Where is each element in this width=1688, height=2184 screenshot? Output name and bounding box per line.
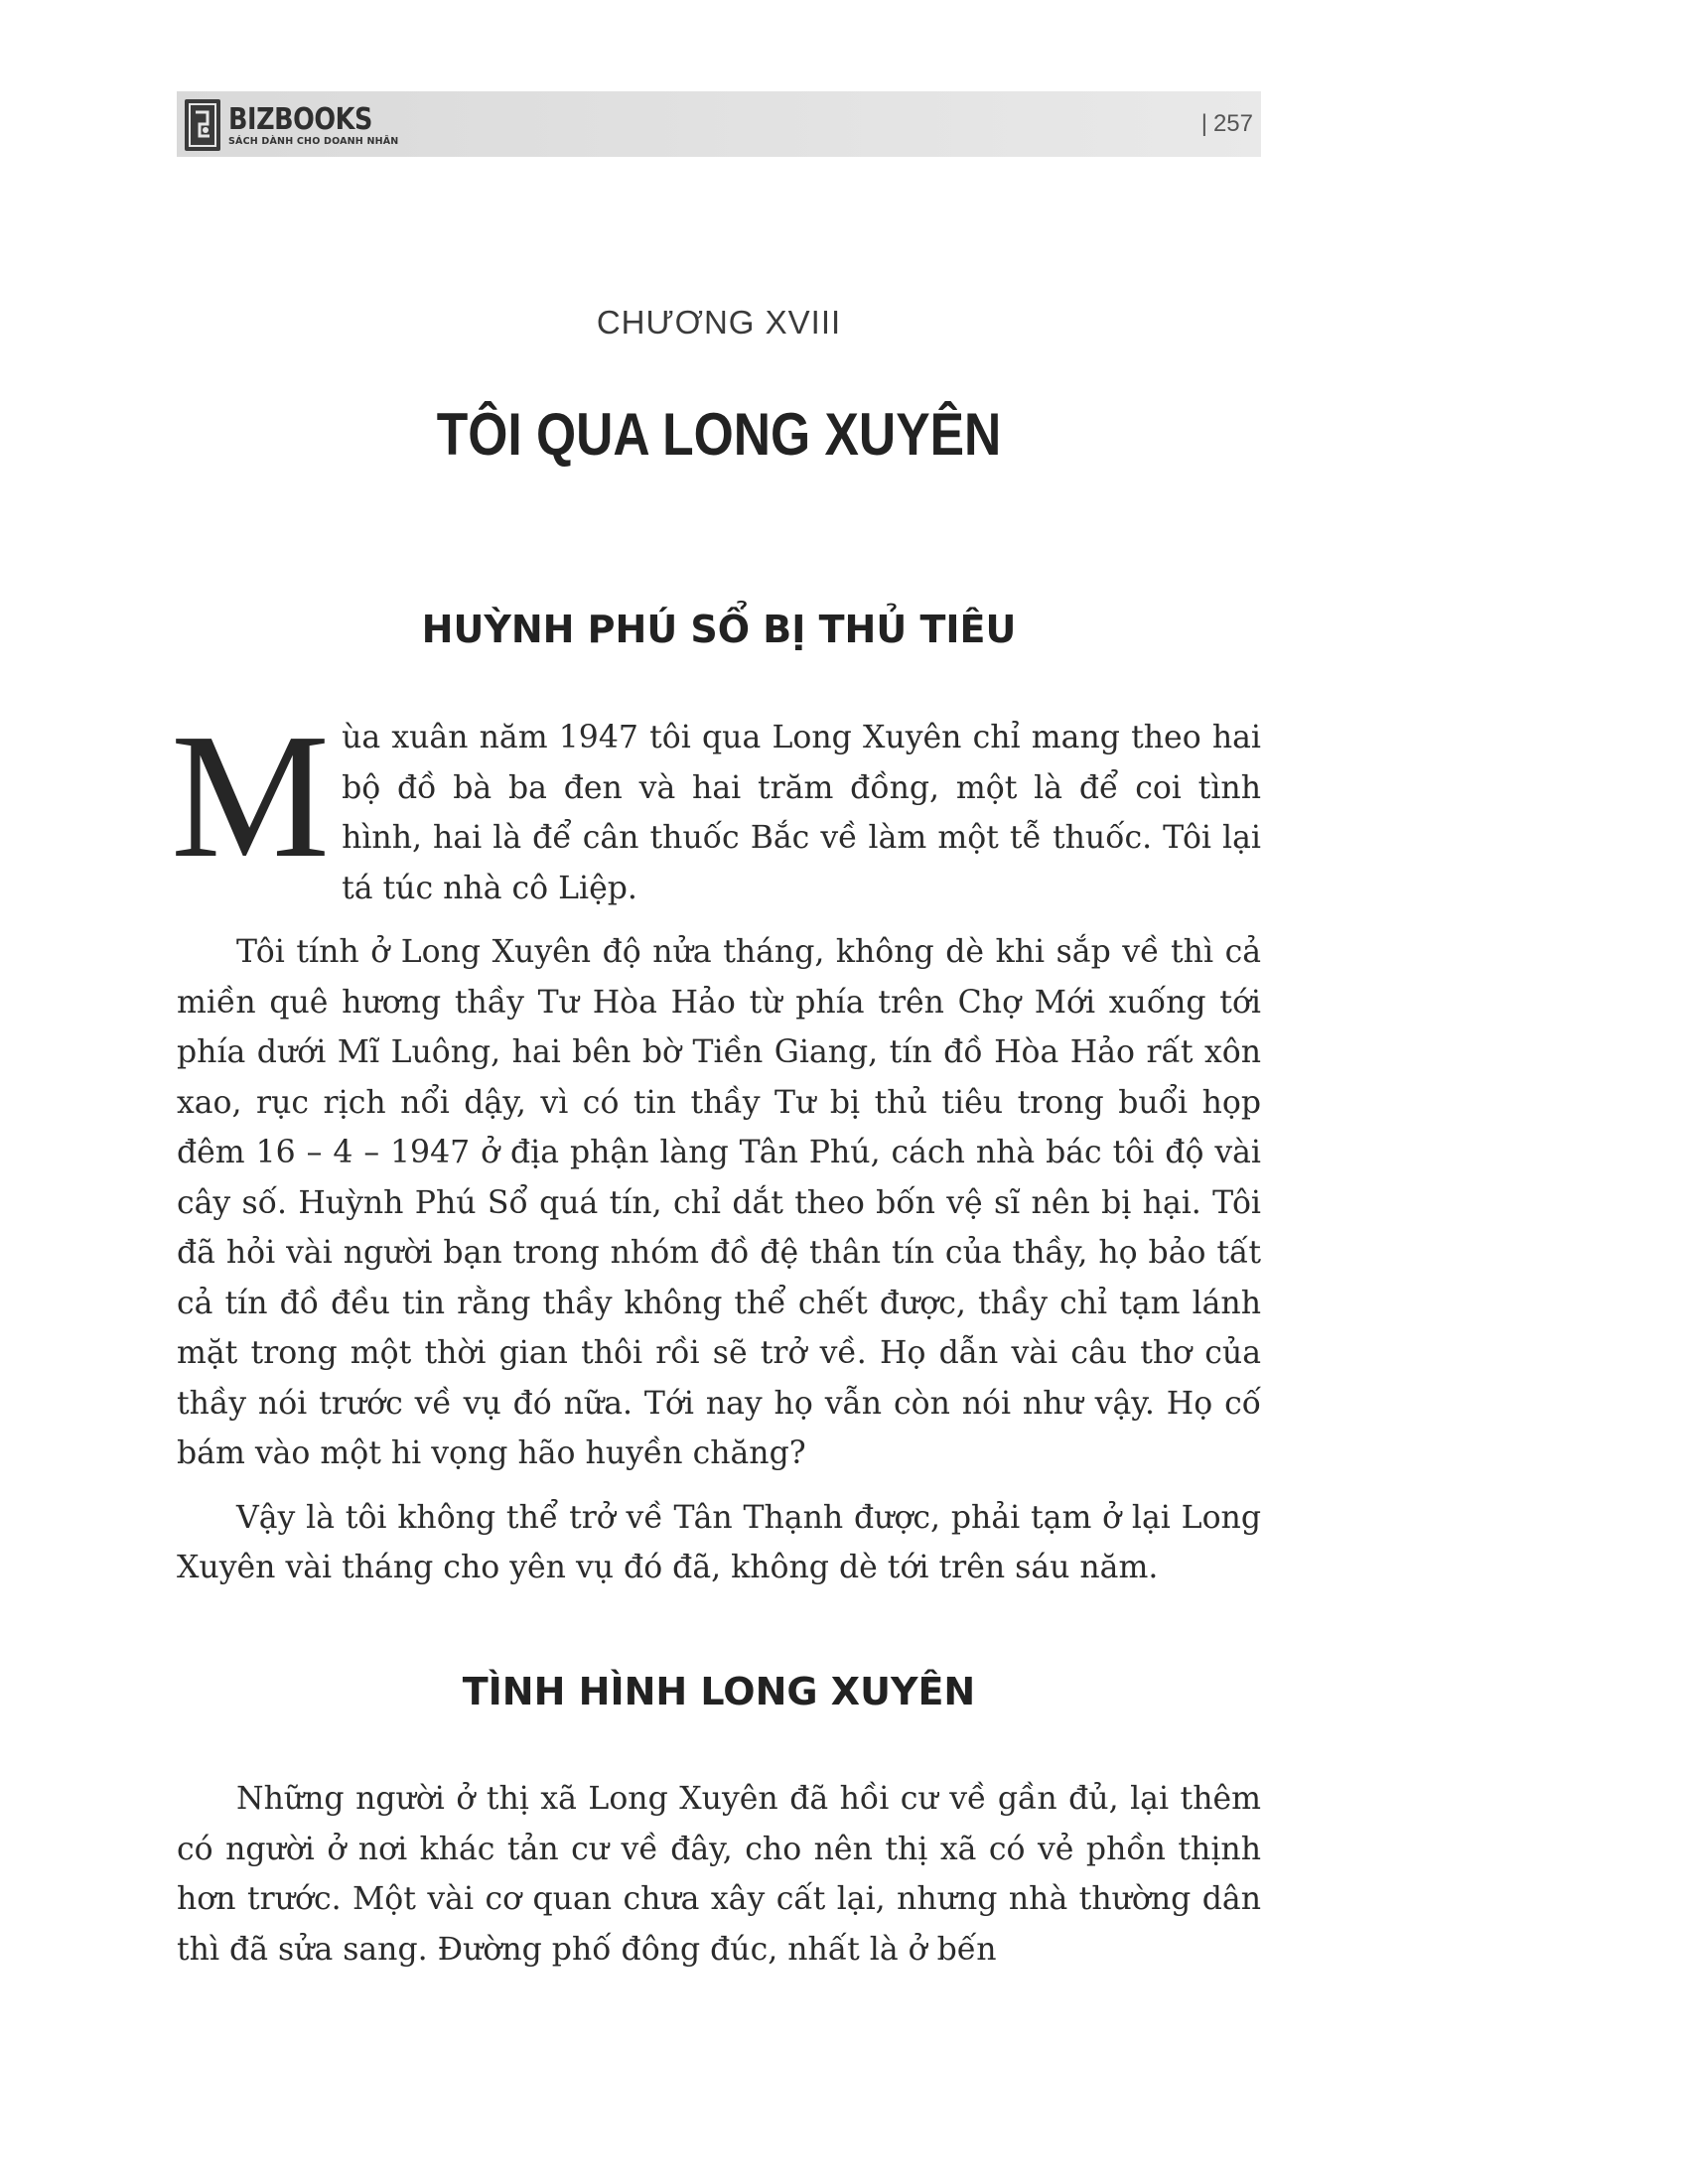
paragraph-text: ùa xuân năm 1947 tôi qua Long Xuyên chỉ mang theo hai bộ đồ bà ba đen và hai trăm đồng, một là để coi tình hình, hai là để cân thuốc Bắc về làm một tễ thuốc. Tôi lại tá túc nhà cô Liệp.: [342, 720, 1261, 906]
section-heading: TÌNH HÌNH LONG XUYÊN: [462, 1670, 976, 1713]
logo-tagline: SÁCH DÀNH CHO DOANH NHÂN: [228, 135, 399, 147]
paragraph: Vậy là tôi không thể trở về Tân Thạnh được, phải tạm ở lại Long Xuyên vài tháng cho yên vụ đó đã, không dè tới trên sáu năm.: [177, 1499, 1261, 1585]
paragraph: [171, 697, 1261, 913]
logo-brand: BIZBOOKS: [228, 101, 372, 137]
chapter-title: TÔI QUA LONG XUYÊN: [436, 401, 1002, 468]
section-body: [177, 1774, 1261, 1988]
logo-emblem-icon: [185, 99, 220, 151]
drop-cap: M: [171, 697, 331, 894]
page-number: 257: [1212, 110, 1253, 137]
paragraph: Những người ở thị xã Long Xuyên đã hồi cư về gần đủ, lại thêm có người ở nơi khác tản cư về đây, cho nên thị xã có vẻ phồn thịnh hơn trước. Một vài cơ quan chưa xây cất lại, nhưng nhà thường dân thì đã sửa sang. Đường phố đông đúc, nhất là ở bến: [177, 1781, 1261, 1968]
section-heading: HUỲNH PHÚ SỔ BỊ THỦ TIÊU: [421, 608, 1017, 651]
paragraph: Tôi tính ở Long Xuyên độ nửa tháng, không dè khi sắp về thì cả miền quê hương thầy Tư Hòa Hảo từ phía trên Chợ Mới xuống tới phía dưới Mĩ Luông, hai bên bờ Tiền Giang, tín đồ Hòa Hảo rất xôn xao, rục rịch nổi dậy, vì có tin thầy Tư bị thủ tiêu trong buổi họp đêm 16 – 4 – 1947 ở địa phận làng Tân Phú, cách nhà bác tôi độ vài cây số. Huỳnh Phú Sổ quá tín, chỉ dắt theo bốn vệ sĩ nên bị hại. Tôi đã hỏi vài người bạn trong nhóm đồ đệ thân tín của thầy, họ bảo tất cả tín đồ đều tin rằng thầy không thể chết được, thầy chỉ tạm lánh mặt trong một thời gian thôi rồi sẽ trở về. Họ dẫn vài câu thơ của thầy nói trước về vụ đó nữa. Tới nay họ vẫn còn nói như vậy. Họ cố bám vào một hi vọng hão huyền chăng?: [177, 934, 1261, 1471]
chapter-label: CHƯƠNG XVIII: [596, 304, 842, 341]
page-number-block: [1201, 91, 1253, 157]
page-header: [177, 91, 1261, 157]
bizbooks-logo: [185, 99, 398, 151]
page-number-separator: |: [1200, 110, 1207, 137]
section-body: [171, 697, 1261, 1607]
